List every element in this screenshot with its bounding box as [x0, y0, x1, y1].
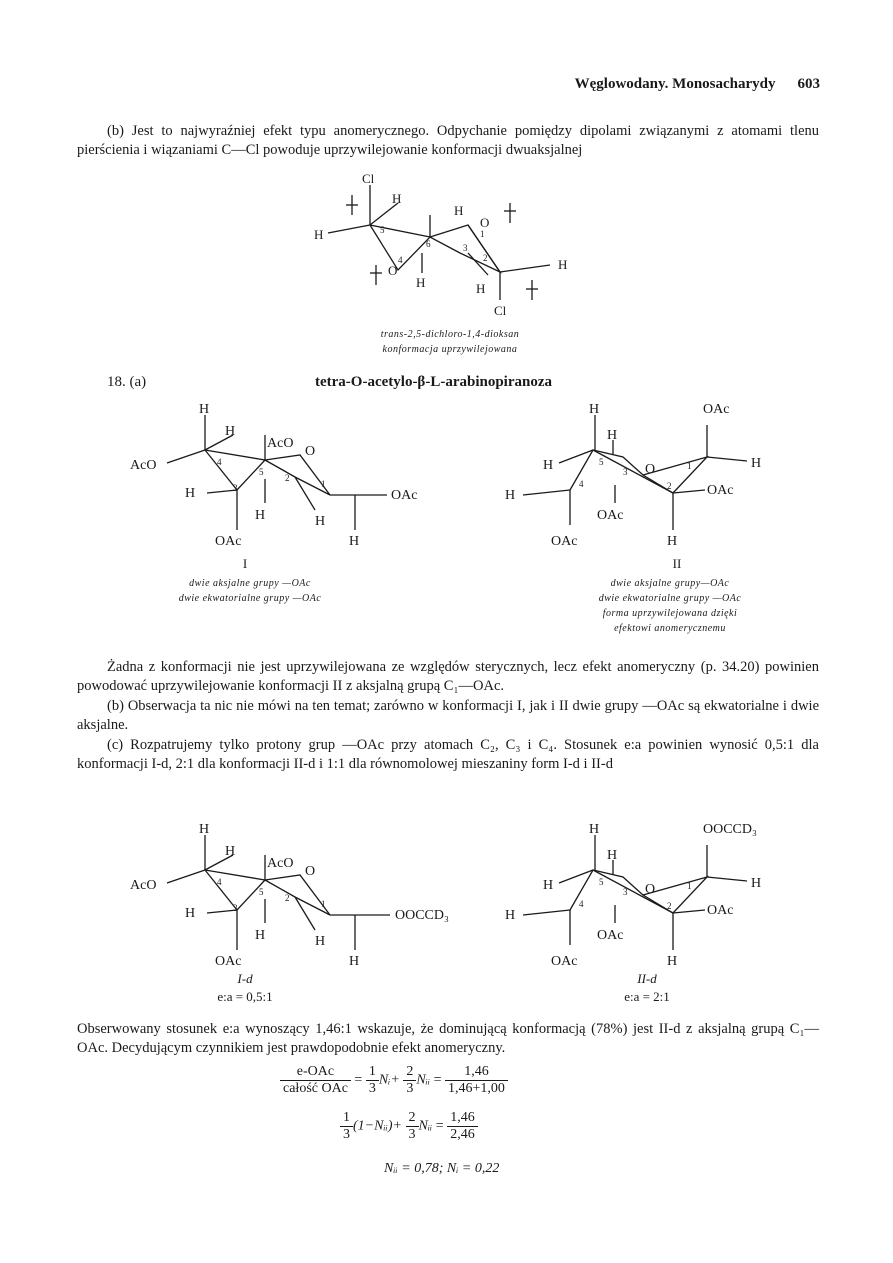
section-number: 18. (a): [107, 374, 147, 390]
page-number: 603: [797, 76, 820, 92]
caption-II-line3: forma uprzywilejowana dzięki: [602, 608, 738, 619]
h-label: H: [751, 456, 762, 471]
h-label: H: [255, 928, 266, 943]
h-label: H: [454, 203, 464, 218]
bond: [707, 877, 747, 881]
h-label: H: [255, 508, 266, 523]
h-label: H: [315, 514, 326, 529]
ring-bond: [370, 225, 430, 237]
atom-number: 2: [667, 901, 672, 911]
oac-label: OAc: [215, 954, 242, 969]
bond: [523, 490, 570, 495]
aco-label: AcO: [267, 436, 294, 451]
label-I: I: [242, 556, 248, 571]
equation-1: $\frac{\text{e-OAc}}{\text{całość OAc}}$ = $\frac{1}{3}$ Nᵢ+ $\frac{2}{3}$ Nᵢᵢ = $\frac{1,46}{1,46+1,00}$: [280, 1064, 508, 1097]
atom-number: 3: [623, 887, 628, 897]
paragraph-b1: (b) Jest to najwyraźniej efekt typu anomerycznego. Odpychanie pomiędzy dipolami związanymi z atomami tlenu pierścienia i wiązaniami C—Cl powoduje uprzywilejowanie konformacji dwuaksjalnej: [77, 123, 819, 158]
h-label: H: [667, 954, 678, 969]
atom-number: 5: [259, 887, 264, 897]
ring-bond: [593, 870, 673, 913]
ring-bond: [593, 450, 673, 493]
atom-number: 1: [321, 479, 326, 489]
caption-II-line4: efektowi anomerycznemu: [614, 623, 726, 634]
bond: [167, 870, 205, 883]
atom-number: 2: [285, 893, 290, 903]
atom-number: 5: [259, 467, 264, 477]
h-label: H: [185, 906, 196, 921]
oac-label: OAc: [703, 402, 730, 417]
o-label: O: [645, 882, 656, 897]
h-label: H: [505, 488, 516, 503]
cl-label: Cl: [362, 171, 375, 186]
bond: [673, 490, 705, 493]
o-label: O: [388, 263, 398, 278]
o-label: O: [305, 864, 316, 879]
h-label: H: [199, 822, 210, 837]
atom-number: 2: [483, 253, 488, 263]
ooccd3-label: OOCCD₃: [703, 822, 757, 837]
caption-I-line1: dwie aksjalne grupy —OAc: [189, 578, 311, 589]
h-label: H: [392, 191, 402, 206]
h-label: H: [349, 534, 360, 549]
h-label: H: [225, 844, 236, 859]
h-label: H: [543, 458, 554, 473]
structure-II: [495, 395, 795, 560]
o-label: O: [305, 444, 316, 459]
o-label: O: [645, 462, 656, 477]
oac-label: OAc: [551, 954, 578, 969]
atom-number: 1: [321, 899, 326, 909]
paragraph-b2: (b) Obserwacja ta nic nie mówi na ten temat; zarówno w konformacji I, jak i II dwie grupy —OAc są ekwatorialne i dwie aksjalne.: [77, 698, 819, 733]
bond: [559, 870, 593, 883]
bond-h-right: [500, 265, 550, 272]
equation-3: Nᵢᵢ = 0,78; Nᵢ = 0,22: [384, 1161, 500, 1176]
structure-II-d: [495, 815, 815, 980]
h-label: H: [667, 534, 678, 549]
atom-number: 4: [579, 899, 584, 909]
label-II: II: [672, 556, 682, 571]
atom-number: 4: [398, 255, 403, 265]
oac-label: OAc: [597, 508, 624, 523]
structure-I: [125, 395, 455, 560]
fraction: $\frac{1}{3}$: [366, 1064, 379, 1097]
ring-bond: [570, 870, 707, 913]
bond: [673, 910, 705, 913]
h-label: H: [416, 275, 426, 290]
I-d-labels: [180, 970, 310, 1006]
oac-label: OAc: [707, 483, 734, 498]
caption-II-line2: dwie ekwatorialne grupy —OAc: [598, 593, 742, 604]
atom-number: 3: [233, 483, 238, 493]
bond: [707, 457, 747, 461]
atom-number: 1: [480, 229, 485, 239]
fraction: $\frac{1,46}{2,46}$: [447, 1110, 478, 1143]
atom-number: 5: [599, 457, 604, 467]
fig1-caption-line1: trans-2,5-dichloro-1,4-dioksan: [380, 329, 520, 340]
oac-label: OAc: [597, 928, 624, 943]
aco-label: AcO: [130, 878, 157, 893]
fig1-caption: [300, 327, 600, 357]
o-label: O: [480, 215, 490, 230]
section-title: tetra-O-acetylo-β-L-arabinopiranoza: [315, 374, 553, 390]
atom-number: 3: [463, 243, 468, 253]
fraction: $\frac{1,46}{1,46+1,00}$: [445, 1064, 508, 1097]
fraction: $\frac{1}{3}$: [340, 1110, 353, 1143]
oac-label: OAc: [391, 488, 418, 503]
running-header: [575, 76, 820, 93]
atom-number: 4: [579, 479, 584, 489]
atom-number: 2: [667, 481, 672, 491]
bond: [523, 910, 570, 915]
h-label: H: [476, 281, 486, 296]
atom-number: 3: [233, 903, 238, 913]
atom-number: 4: [217, 877, 222, 887]
h-label: H: [349, 954, 360, 969]
aco-label: AcO: [267, 856, 294, 871]
h-label: H: [315, 934, 326, 949]
paragraph-a: Żadna z konformacji nie jest uprzywilejowana ze względów sterycznych, lecz efekt anomeryczny (p. 34.20) powinien powodować uprzywilejowanie konformacji II z aksjalną grupą C₁—OAc.: [77, 659, 819, 694]
h-label: H: [314, 227, 324, 242]
bond-h-left: [328, 225, 370, 233]
atom-number: 4: [217, 457, 222, 467]
equation-2: $\frac{1}{3}$ (1−Nᵢᵢ)+ $\frac{2}{3}$ Nᵢᵢ = $\frac{1,46}{2,46}$: [340, 1110, 478, 1143]
h-label: H: [199, 402, 210, 417]
fraction: $\frac{2}{3}$: [403, 1064, 416, 1097]
ring-bond: [570, 450, 707, 493]
ring-bond: [205, 870, 265, 880]
h-label: H: [751, 876, 762, 891]
paragraph-observation: Obserwowany stosunek e:a wynoszący 1,46:1 wskazuje, że dominującą konformacją (78%) jest II-d z aksjalną grupą C₁—OAc. Decydującym czynnikiem jest prawdopodobnie efekt anomeryczny.: [77, 1021, 819, 1056]
fig1-caption-line2: konformacja uprzywilejowana: [382, 344, 518, 355]
I-d-name: I-d: [237, 971, 253, 986]
atom-number: 6: [426, 239, 431, 249]
h-label: H: [543, 878, 554, 893]
caption-II: [540, 576, 800, 636]
header-title: Węglowodany. Monosacharydy: [574, 76, 776, 92]
cl-label: Cl: [494, 303, 507, 318]
bond-h-c5: [370, 203, 398, 225]
atom-number: 3: [623, 467, 628, 477]
atom-number: 2: [285, 473, 290, 483]
oac-label: OAc: [551, 534, 578, 549]
ring-bond: [205, 450, 265, 460]
I-d-ratio: e:a = 0,5:1: [217, 989, 273, 1004]
caption-I: [150, 576, 350, 606]
oac-label: OAc: [215, 534, 242, 549]
II-d-labels: [582, 970, 712, 1006]
h-label: H: [505, 908, 516, 923]
caption-II-line1: dwie aksjalne grupy—OAc: [610, 578, 730, 589]
caption-I-line2: dwie ekwatorialne grupy —OAc: [178, 593, 322, 604]
II-d-name: II-d: [637, 971, 657, 986]
ooccd3-label: OOCCD₃: [395, 908, 449, 923]
h-label: H: [589, 402, 600, 417]
structure-I-d: [125, 815, 495, 980]
fraction: $\frac{\text{e-OAc}}{\text{całość OAc}}$: [280, 1064, 351, 1097]
bond: [559, 450, 593, 463]
atom-number: 5: [599, 877, 604, 887]
atom-number: 5: [380, 225, 385, 235]
h-label: H: [589, 822, 600, 837]
h-label: H: [607, 428, 618, 443]
fraction: $\frac{2}{3}$: [406, 1110, 419, 1143]
atom-number: 1: [687, 881, 692, 891]
II-d-ratio: e:a = 2:1: [624, 989, 670, 1004]
atom-number: 1: [687, 461, 692, 471]
paragraph-c: (c) Rozpatrujemy tylko protony grup —OAc przy atomach C₂, C₃ i C₄. Stosunek e:a powinien wynosić 0,5:1 dla konformacji I-d, 2:1 dla konformacji II-d i 1:1 dla równomolowej mieszaniny form I-d i II-d: [77, 737, 819, 772]
h-label: H: [558, 257, 568, 272]
bond: [167, 450, 205, 463]
aco-label: AcO: [130, 458, 157, 473]
h-label: H: [607, 848, 618, 863]
h-label: H: [185, 486, 196, 501]
h-label: H: [225, 424, 236, 439]
oac-label: OAc: [707, 903, 734, 918]
